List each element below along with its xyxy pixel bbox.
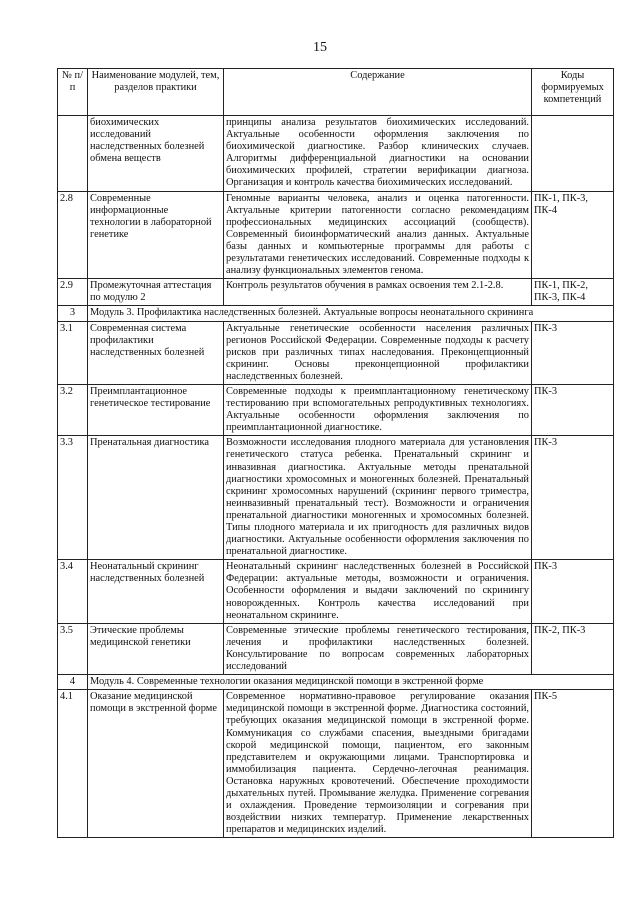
- header-competency-codes: Коды формируемых компетенций: [532, 69, 614, 116]
- row-codes: ПК-3: [532, 560, 614, 623]
- row-number: 4.1: [58, 690, 88, 838]
- row-number: 2.9: [58, 279, 88, 306]
- row-name: Неонатальный скрининг наследственных болезней: [88, 560, 224, 623]
- row-content: Актуальные генетические особенности населения различных регионов Российской Федерации. Современные подходы к расчету рисков при различных типах наследования. Преконцепционный скрининг. Основы преконцепционной профилактики наследственных болезней.: [224, 321, 532, 384]
- module-title: Модуль 3. Профилактика наследственных болезней. Актуальные вопросы неонатального скрининга: [88, 306, 614, 321]
- row-name: Преимплантационное генетическое тестирование: [88, 384, 224, 435]
- module-number: 4: [58, 675, 88, 690]
- row-name: Этические проблемы медицинской генетики: [88, 623, 224, 674]
- row-codes: ПК-2, ПК-3: [532, 623, 614, 674]
- row-content: Современные этические проблемы генетического тестирования, лечения и профилактики наследственных болезней. Консультирование по вопросам современных лабораторных исследований: [224, 623, 532, 674]
- row-name: Оказание медицинской помощи в экстренной форме: [88, 690, 224, 838]
- row-content: Контроль результатов обучения в рамках освоения тем 2.1-2.8.: [224, 279, 532, 306]
- row-codes: ПК-3: [532, 384, 614, 435]
- curriculum-table: [57, 68, 614, 838]
- row-codes: [532, 116, 614, 192]
- row-codes: ПК-3: [532, 321, 614, 384]
- module-number: 3: [58, 306, 88, 321]
- row-content: принципы анализа результатов биохимических исследований. Актуальные особенности оформления заключения по биохимической диагностике. Разбор клинических случаев. Алгоритмы дифференциальной диагностики на основании биохимических профилей, стратегии верификации диагноза. Организация и контроль качества биохимических исследований.: [224, 116, 532, 192]
- module-row: [58, 306, 614, 321]
- row-name: Промежуточная аттестация по модулю 2: [88, 279, 224, 306]
- row-name: биохимических исследований наследственных болезней обмена веществ: [88, 116, 224, 192]
- table-row: [58, 279, 614, 306]
- module-row: [58, 675, 614, 690]
- row-content: Современные подходы к преимплантационному генетическому тестированию при вспомогательных репродуктивных технологиях. Актуальные особенности оформления заключения по преимплантационной диагностике.: [224, 384, 532, 435]
- row-name: Пренатальная диагностика: [88, 436, 224, 560]
- table-row: [58, 436, 614, 560]
- table-row: [58, 384, 614, 435]
- row-number: 3.4: [58, 560, 88, 623]
- table-row: [58, 116, 614, 192]
- table-header-row: [58, 69, 614, 116]
- table-row: [58, 191, 614, 279]
- row-codes: ПК-1, ПК-2, ПК-3, ПК-4: [532, 279, 614, 306]
- table-row: [58, 321, 614, 384]
- module-title: Модуль 4. Современные технологии оказания медицинской помощи в экстренной форме: [88, 675, 614, 690]
- table-row: [58, 623, 614, 674]
- row-content: Неонатальный скрининг наследственных болезней в Российской Федерации: актуальные методы, возможности и ограничения. Особенности оформления и выдачи заключений по скринингу новорожденных. Контроль качества исследований при неонатальном скрининге.: [224, 560, 532, 623]
- row-content: Современное нормативно-правовое регулирование оказания медицинской помощи в экстренной форме. Диагностика состояний, требующих оказания медицинской помощи в экстренной форме. Коммуникация со службами спасения, выездными бригадами скорой медицинской помощи, пациентом, его законным представителем и окружающими лицами. Транспортировка и иммобилизация пациента. Сердечно-легочная реанимация. Остановка наружных кровотечений. Обеспечение проходимости дыхательных путей. Промывание желудка. Применение согревания и охлаждения. Проведение термоизоляции и согревания при воздействии низких температур. Применение лекарственных препаратов и медицинских изделий.: [224, 690, 532, 838]
- row-number: 3.5: [58, 623, 88, 674]
- row-number: 3.3: [58, 436, 88, 560]
- row-number: [58, 116, 88, 192]
- row-codes: ПК-1, ПК-3, ПК-4: [532, 191, 614, 279]
- row-content: Геномные варианты человека, анализ и оценка патогенности. Актуальные критерии патогенности согласно рекомендациям профессиональных медицинских ассоциаций (сообществ). Современный биоинформатический анализ данных. Актуальные базы данных и компьютерные программы для работы с результатами генетических исследований. Современные подходы к анализу функциональных элементов генома.: [224, 191, 532, 279]
- table-row: [58, 560, 614, 623]
- row-name: Современная система профилактики наследственных болезней: [88, 321, 224, 384]
- row-name: Современные информационные технологии в лабораторной генетике: [88, 191, 224, 279]
- header-content: Содержание: [224, 69, 532, 116]
- row-number: 3.1: [58, 321, 88, 384]
- row-number: 3.2: [58, 384, 88, 435]
- page-number: 15: [313, 40, 327, 55]
- row-codes: ПК-3: [532, 436, 614, 560]
- row-codes: ПК-5: [532, 690, 614, 838]
- row-number: 2.8: [58, 191, 88, 279]
- row-content: Возможности исследования плодного материала для установления генетического статуса ребенка. Пренатальный скрининг и инвазивная диагностика. Актуальные методы пренатальной диагностики хромосомных и моногенных болезней. Пренатальный скрининг хромосомных нарушений (скрининг первого триместра, неинвазивный пренатальный тест). Возможности и ограничения пренатальной диагностики моногенных и хромосомных болезней. Типы плодного материала и их пригодность для различных видов диагностики. Актуальные особенности оформления заключения по пренатальной диагностике.: [224, 436, 532, 560]
- header-module-name: Наименование модулей, тем, разделов практики: [88, 69, 224, 116]
- table-row: [58, 690, 614, 838]
- header-number: № п/п: [58, 69, 88, 116]
